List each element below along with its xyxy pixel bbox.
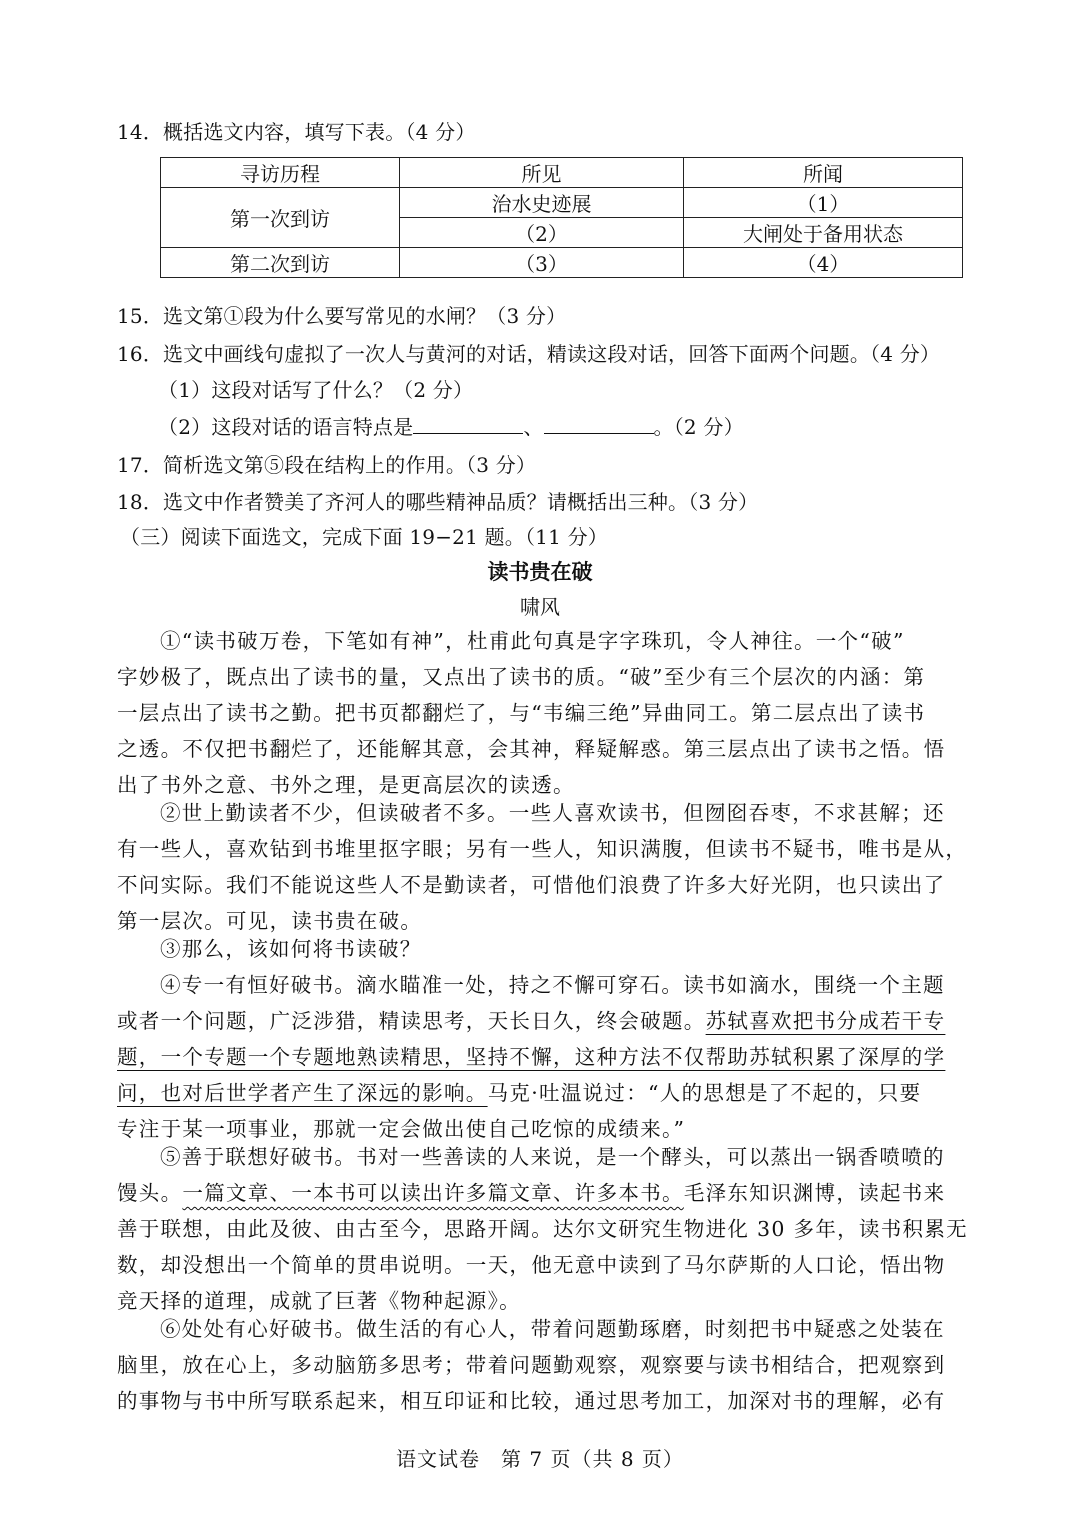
question-16-part-2-prefix: （2）这段对话的语言特点是 xyxy=(158,415,414,439)
paragraph-text: 馒头。 xyxy=(117,1181,183,1205)
question-16: 16．选文中画线句虚拟了一次人与黄河的对话，精读这段对话，回答下面两个问题。（4 分） xyxy=(117,342,941,366)
underlined-sentence: 问，也对后世学者产生了深远的影响。 xyxy=(117,1081,488,1105)
table-visit2-label: 第二次到访 xyxy=(161,248,400,278)
paragraph-line: ①“读书破万卷，下笔如有神”，杜甫此句真是字字珠玑，令人神往。一个“破” xyxy=(160,629,905,653)
wavy-underlined-sentence: 一篇文章、一本书可以读出许多篇文章、许多本书。 xyxy=(182,1181,684,1205)
paragraph-line: ⑥处处有心好破书。做生活的有心人，带着问题勤琢磨，时刻把书中疑惑之处装在 xyxy=(160,1317,945,1341)
paragraph-line: 有一些人，喜欢钻到书堆里抠字眼；另有一些人，知识满腹，但读书不疑书，唯书是从， xyxy=(117,837,968,861)
question-17: 17．简析选文第⑤段在结构上的作用。（3 分） xyxy=(117,453,537,477)
table-visit1-label: 第一次到访 xyxy=(161,188,400,248)
underlined-sentence: 苏轼喜欢把书分成若干专 xyxy=(705,1009,946,1033)
paragraph-line: 字妙极了，既点出了读书的量，又点出了读书的质。“破”至少有三个层次的内涵：第 xyxy=(117,665,926,689)
paragraph-line xyxy=(117,1176,945,1206)
table-header-seen: 所见 xyxy=(400,158,684,188)
paragraph-line: 专注于某一项事业，那就一定会做出使自己吃惊的成绩来。” xyxy=(117,1117,686,1141)
paragraph-text: 或者一个问题，广泛涉猎，精读思考，天长日久，终会破题。 xyxy=(117,1009,706,1033)
paragraph-line: 之透。不仅把书翻烂了，还能解其意，会其神，释疑解惑。第三层点出了读书之悟。悟 xyxy=(117,737,946,761)
paragraph-line: 第一层次。可见，读书贵在破。 xyxy=(117,909,423,933)
paragraph-line: 一层点出了读书之勤。把书页都翻烂了，与“韦编三绝”异曲同工。第二层点出了读书 xyxy=(117,701,926,725)
paragraph-line: 善于联想，由此及彼、由古至今，思路开阔。达尔文研究生物进化 30 多年，读书积累无 xyxy=(117,1217,968,1241)
paragraph-line: 出了书外之意、书外之理，是更高层次的读透。 xyxy=(117,773,575,797)
question-16-part-2-separator: 、 xyxy=(523,415,544,439)
paragraph-line: 的事物与书中所写联系起来，相互印证和比较，通过思考加工，加深对书的理解，必有 xyxy=(117,1389,946,1413)
paragraph-line: 数，却没想出一个简单的贯串说明。一天，他无意中读到了马尔萨斯的人口论，悟出物 xyxy=(117,1253,946,1277)
paragraph-line: ②世上勤读者不少，但读破者不多。一些人喜欢读书，但囫囵吞枣，不求甚解；还 xyxy=(160,801,945,825)
paragraph-line xyxy=(117,1004,945,1034)
question-16-part-2-suffix: 。（2 分） xyxy=(653,415,744,439)
paragraph-line: ④专一有恒好破书。滴水瞄准一处，持之不懈可穿石。读书如滴水，围绕一个主题 xyxy=(160,973,945,997)
table-visit1-seen-b: （2） xyxy=(400,218,684,248)
table-visit2-heard: （4） xyxy=(684,248,963,278)
answer-blank-1[interactable] xyxy=(413,415,523,434)
page-footer: 语文试卷 第 7 页（共 8 页） xyxy=(396,1447,684,1471)
table-header-process: 寻访历程 xyxy=(161,158,400,188)
paragraph-text: 马克·吐温说过：“人的思想是了不起的，只要 xyxy=(487,1081,922,1105)
paragraph-line: ③那么，该如何将书读破？ xyxy=(160,937,422,961)
table-visit1-seen-a: 治水史迹展 xyxy=(400,188,684,218)
article-author: 啸风 xyxy=(520,595,560,619)
paragraph-line: 不问实际。我们不能说这些人不是勤读者，可惜他们浪费了许多大好光阴，也只读出了 xyxy=(117,873,946,897)
question-16-part-1: （1）这段对话写了什么？（2 分） xyxy=(158,378,474,402)
table-visit1-heard-a: （1） xyxy=(684,188,963,218)
question-14: 14．概括选文内容，填写下表。（4 分） xyxy=(117,120,476,144)
question-15: 15．选文第①段为什么要写常见的水闸？（3 分） xyxy=(117,304,567,328)
underlined-sentence: 题，一个专题一个专题地熟读精思，坚持不懈，这种方法不仅帮助苏轼积累了深厚的学 xyxy=(117,1045,946,1069)
paragraph-line: 竞天择的道理，成就了巨著《物种起源》。 xyxy=(117,1289,521,1313)
section-3-heading: （三）阅读下面选文，完成下面 19−21 题。（11 分） xyxy=(120,525,608,549)
answer-blank-2[interactable] xyxy=(544,415,654,434)
question-18: 18．选文中作者赞美了齐河人的哪些精神品质？请概括出三种。（3 分） xyxy=(117,490,759,514)
table-header-heard: 所闻 xyxy=(684,158,963,188)
table-visit1-heard-b: 大闸处于备用状态 xyxy=(684,218,963,248)
question-16-part-2 xyxy=(158,411,744,440)
paragraph-line: 脑里，放在心上，多动脑筋多思考；带着问题勤观察，观察要与读书相结合，把观察到 xyxy=(117,1353,946,1377)
paragraph-line xyxy=(117,1076,921,1106)
article-title: 读书贵在破 xyxy=(487,560,593,584)
paragraph-line: ⑤善于联想好破书。书对一些善读的人来说，是一个酵头，可以蒸出一锅香喷喷的 xyxy=(160,1145,945,1169)
paragraph-text: 毛泽东知识渊博，读起书来 xyxy=(683,1181,946,1205)
summary-table xyxy=(160,157,963,278)
table-visit2-seen: （3） xyxy=(400,248,684,278)
